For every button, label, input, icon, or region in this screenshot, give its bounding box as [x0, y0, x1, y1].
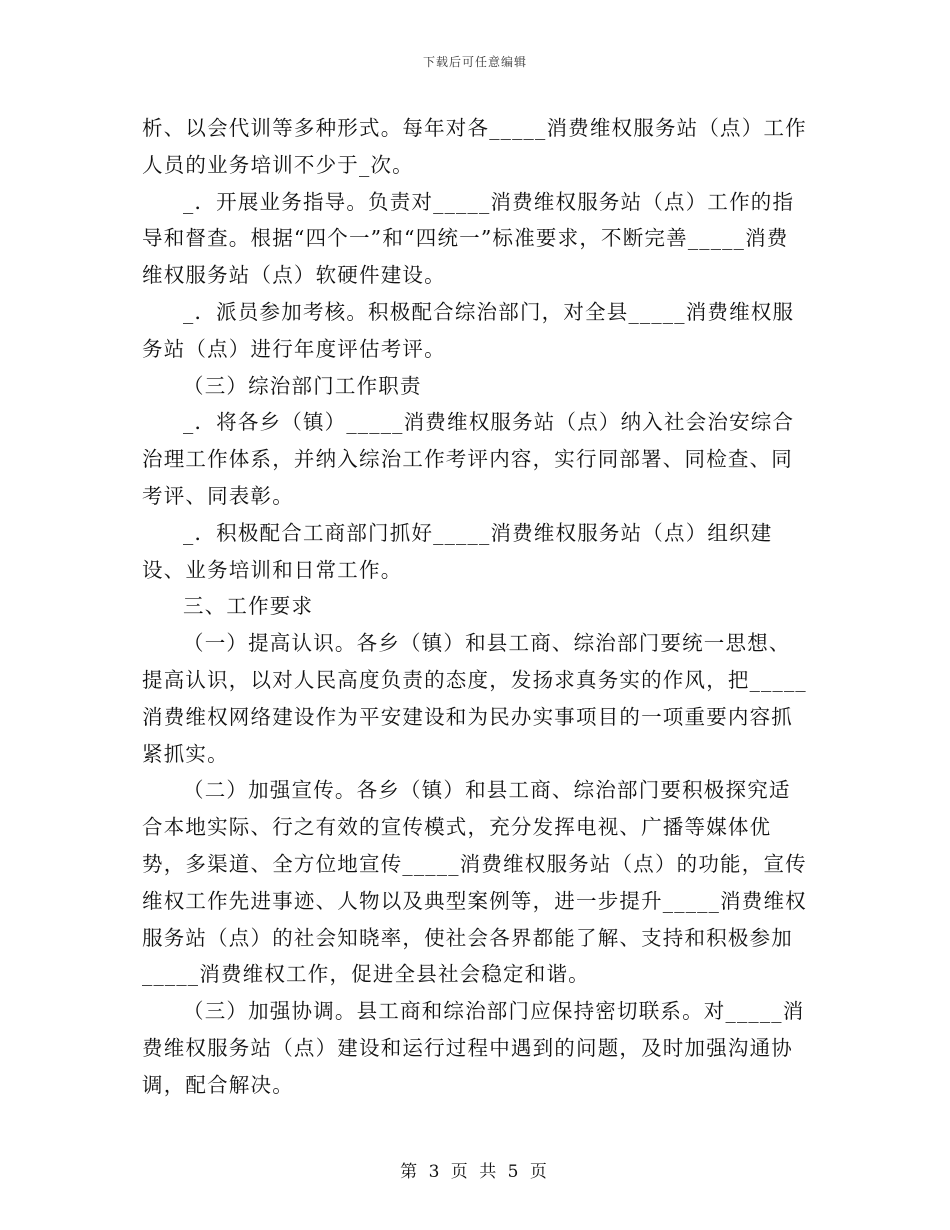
section-heading-comprehensive-duties: （三）综治部门工作职责 — [183, 373, 422, 398]
section-heading-work-requirements: 三、工作要求 — [183, 594, 314, 619]
paragraph-incorporate-system: _．将各乡（镇）_____消费维权服务站（点）纳入社会治安综合治理工作体系，并纳入综治工作考评内容，实行同部署、同检查、同考评、同表彰。 — [142, 410, 795, 508]
paragraph-raise-awareness: （一）提高认识。各乡（镇）和县工商、综治部门要统一思想、提高认识，以对人民高度负责的态度，发扬求真务实的作风，把_____消费维权网络建设作为平安建设和为民办实事项目的一项重要内容抓紧抓实。 — [142, 631, 807, 766]
paragraph-strengthen-coordination: （三）加强协调。县工商和综治部门应保持密切联系。对_____消费维权服务站（点）建设和运行过程中遇到的问题，及时加强沟通协调，配合解决。 — [142, 999, 805, 1097]
paragraph-training-frequency: 析、以会代训等多种形式。每年对各_____消费维权服务站（点）工作人员的业务培训不少于_次。 — [142, 116, 807, 177]
document-body — [142, 110, 808, 1104]
paragraph-business-guidance: _．开展业务指导。负责对_____消费维权服务站（点）工作的指导和督查。根据“四个一”和“四统一”标准要求，不断完善_____消费维权服务站（点）软硬件建设。 — [142, 189, 795, 288]
page-header: 下载后可任意编辑 — [422, 55, 527, 69]
page-footer: 第 3 页 共 5 页 — [400, 1162, 550, 1182]
paragraph-assessment: _．派员参加考核。积极配合综治部门，对全县_____消费维权服务站（点）进行年度评估考评。 — [142, 299, 795, 361]
paragraph-cooperate-organization: _．积极配合工商部门抓好_____消费维权服务站（点）组织建设、业务培训和日常工作。 — [142, 520, 773, 582]
paragraph-strengthen-publicity: （二）加强宣传。各乡（镇）和县工商、综治部门要积极探究适合本地实际、行之有效的宣传模式，充分发挥电视、广播等媒体优势，多渠道、全方位地宣传_____消费维权服务站（点）的功能，宣传维权工作先进事迹、人物以及典型案例等，进一步提升_____消费维权服务站（点）的社会知晓率，使社会各界都能了解、支持和积极参加_____消费维权工作，促进全县社会稳定和谐。 — [142, 778, 807, 987]
